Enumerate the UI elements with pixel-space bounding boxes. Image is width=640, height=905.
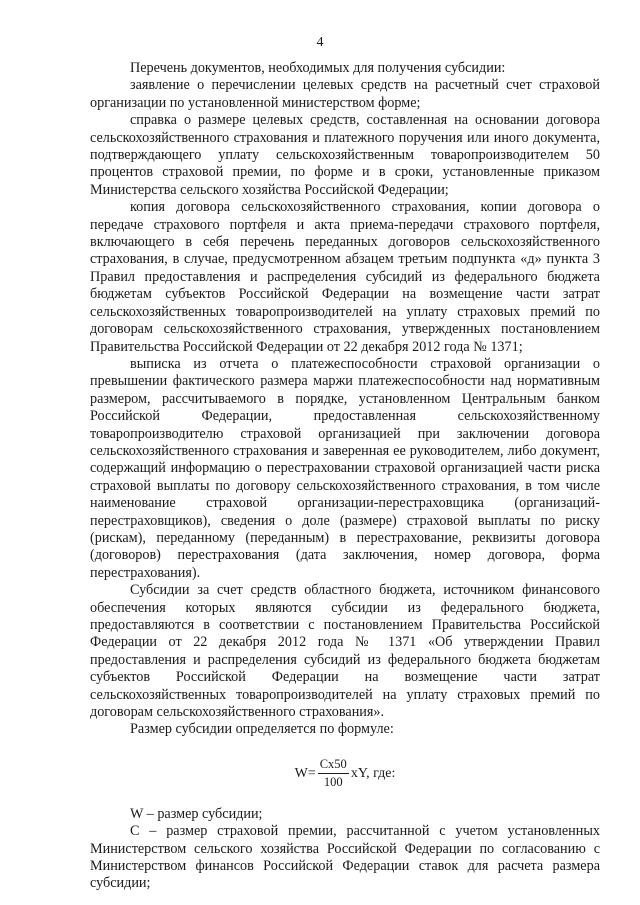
paragraph-intro: Перечень документов, необходимых для получения субсидии: (130, 60, 506, 76)
paragraph-formula-intro: Размер субсидии определяется по формуле: (130, 721, 394, 738)
paragraph-certificate: справка о размере целевых средств, составленная на основании договора сельскохозяйственного страхования и платежного поручения или иного документа, подтверждающего уплату сельскохозяйственным товаропроизводителем 50 процентов страховой премии, по форме и в сроки, установленные приказом Министерства сельского хозяйства Российской Федерации; (90, 112, 600, 198)
formula-fraction (318, 757, 349, 790)
document-body (90, 60, 600, 893)
paragraph-contract-copy: копия договора сельскохозяйственного страхования, копии договора о передаче страхового портфеля и акта приема-передачи страхового портфеля, включающего в себя перечень переданных договоров сельскохозяйственного страхования, в случае, предусмотренном абзацем третьим подпункта «д» пункта 3 Правил предоставления и распределения субсидий из федерального бюджета бюджетам субъектов Российской Федерации на возмещение части затрат сельскохозяйственных товаропроизводителей на уплату страховых премий по договорам сельскохозяйственного страхования, утвержденных постановлением Правительства Российской Федерации от 22 декабря 2012 года № 1371; (90, 199, 600, 355)
paragraph-subsidies-basis: Субсидии за счет средств областного бюджета, источником финансового обеспечения которых являются субсидии из федерального бюджета, предоставляются в соответствии с постановлением Правительства Российской Федерации от 22 декабря 2012 года № 1371 «Об утверждении Правил предоставления и распределения субсидий из федерального бюджета бюджетам субъектов Российской Федерации на возмещение части затрат сельскохозяйственных товаропроизводителей на уплату страховых премий по договорам сельскохозяйственного страхования». (90, 582, 600, 721)
formula-numerator: Cx50 (318, 757, 349, 774)
paragraph-definition-w: W – размер субсидии; (130, 805, 263, 822)
paragraph-definition-c: C – размер страховой премии, рассчитанной с учетом установленных Министерством сельского хозяйства Российской Федерации по согласованию с Министерством финансов Российской Федерации ставок для расчета размера субсидии; (90, 823, 600, 892)
paragraph-solvency-extract: выписка из отчета о платежеспособности страховой организации о превышении фактического размера маржи платежеспособности над нормативным размером, рассчитываемого в порядке, установленном Центральным банком Российской Федерации, предоставленная сельскохозяйственному товаропроизводителю страховой организацией при заключении договора сельскохозяйственного страхования и заверенная ее руководителем, либо документ, содержащий информацию о перестраховании страховой организацией части риска страховой выплаты по договору сельскохозяйственного страхования, в том числе наименование страховой организации-перестраховщика (организаций-перестраховщиков), сведения о доле (размере) страховой выплаты по риску (рискам), переданному (переданным) в перестрахование, реквизиты договора (договоров) перестрахования (дата заключения, номер договора, форма перестрахования). (90, 355, 600, 581)
formula-rhs: xY, где: (350, 765, 396, 781)
page-number: 4 (316, 35, 324, 50)
formula-denominator: 100 (323, 774, 343, 789)
formula-lhs: W= (294, 765, 316, 781)
subsidy-formula (90, 757, 600, 790)
paragraph-application: заявление о перечислении целевых средств на расчетный счет страховой организации по установленной министерством форме; (90, 77, 600, 111)
